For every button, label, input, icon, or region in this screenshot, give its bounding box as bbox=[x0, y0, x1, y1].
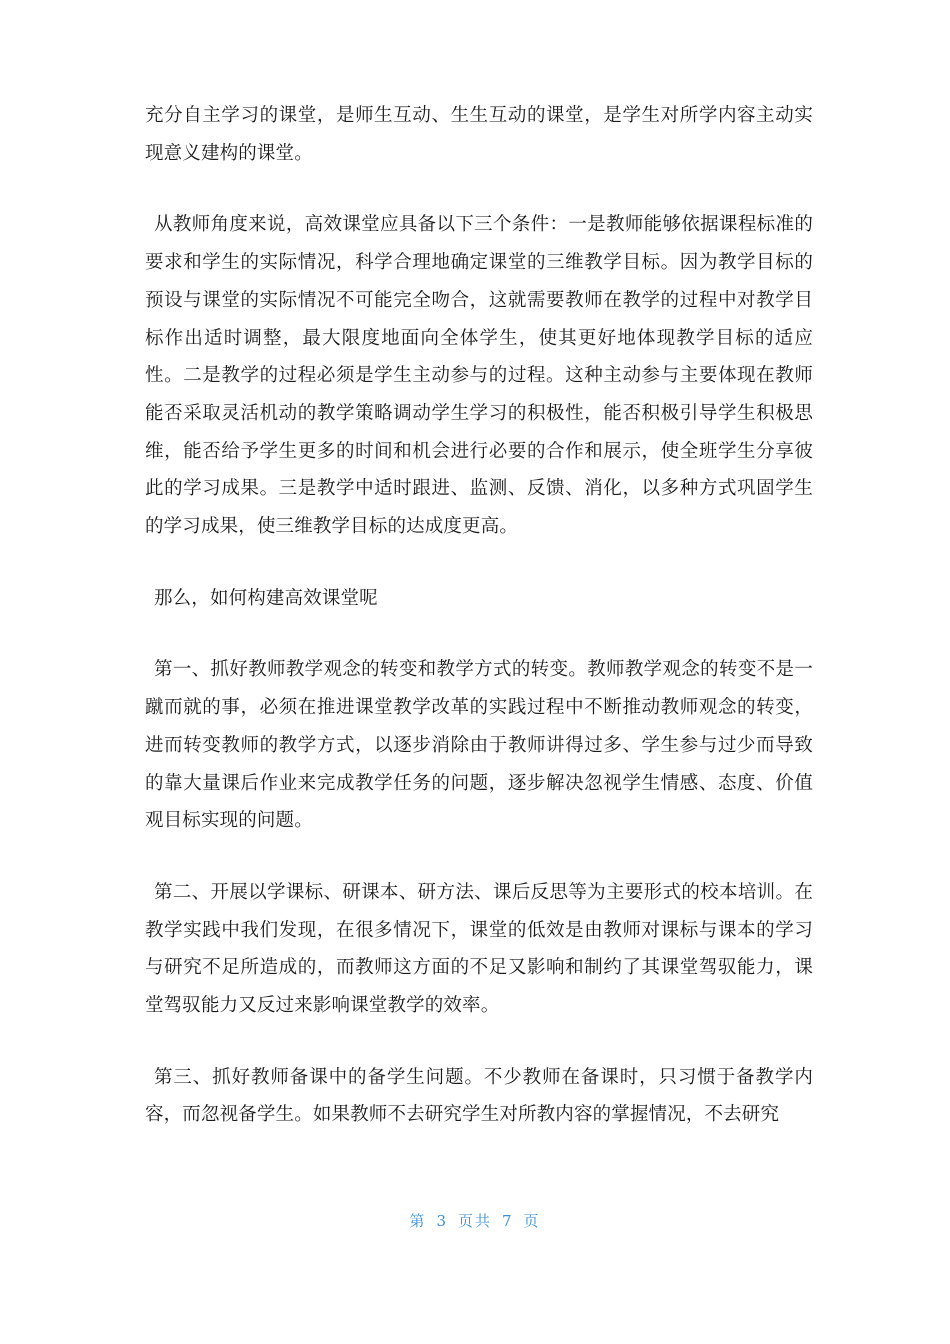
footer-label-end: 页 bbox=[523, 1212, 541, 1230]
paragraph-point-three: 第三、抓好教师备课中的备学生问题。不少教师在备课时，只习惯于备教学内容，而忽视备学生。如果教师不去研究学生对所教内容的掌握情况，不去研究 bbox=[145, 1066, 813, 1126]
footer-label-page: 第 bbox=[409, 1212, 427, 1230]
footer-label-of: 页共 bbox=[457, 1212, 492, 1230]
page-footer bbox=[0, 1210, 950, 1231]
footer-total-pages: 7 bbox=[502, 1212, 514, 1230]
footer-current-page: 3 bbox=[436, 1212, 448, 1230]
paragraph-point-two: 第二、开展以学课标、研课本、研方法、课后反思等为主要形式的校本培训。在教学实践中我们发现，在很多情况下，课堂的低效是由教师对课标与课本的学习与研究不足所造成的，而教师这方面的不足又影响和制约了其课堂驾驭能力，课堂驾驭能力又反过来影响课堂教学的效率。 bbox=[145, 881, 813, 1017]
document-body bbox=[145, 97, 813, 1168]
paragraph-point-one: 第一、抓好教师教学观念的转变和教学方式的转变。教师教学观念的转变不是一蹴而就的事，必须在推进课堂教学改革的实践过程中不断推动教师观念的转变，进而转变教师的教学方式，以逐步消除由于教师讲得过多、学生参与过少而导致的靠大量课后作业来完成教学任务的问题，逐步解决忽视学生情感、态度、价值观目标实现的问题。 bbox=[145, 659, 813, 832]
paragraph-continuation: 充分自主学习的课堂，是师生互动、生生互动的课堂，是学生对所学内容主动实现意义建构的课堂。 bbox=[145, 105, 813, 164]
paragraph-teacher-perspective: 从教师角度来说，高效课堂应具备以下三个条件：一是教师能够依据课程标准的要求和学生的实际情况，科学合理地确定课堂的三维教学目标。因为教学目标的预设与课堂的实际情况不可能完全吻合，这就需要教师在教学的过程中对教学目标作出适时调整，最大限度地面向全体学生，使其更好地体现教学目标的适应性。二是教学的过程必须是学生主动参与的过程。这种主动参与主要体现在教师能否采取灵活机动的教学策略调动学生学习的积极性，能否积极引导学生积极思维，能否给予学生更多的时间和机会进行必要的合作和展示，使全班学生分享彼此的学习成果。三是教学中适时跟进、监测、反馈、消化，以多种方式巩固学生的学习成果，使三维教学目标的达成度更高。 bbox=[145, 214, 813, 538]
paragraph-question: 那么，如何构建高效课堂呢 bbox=[154, 587, 378, 609]
